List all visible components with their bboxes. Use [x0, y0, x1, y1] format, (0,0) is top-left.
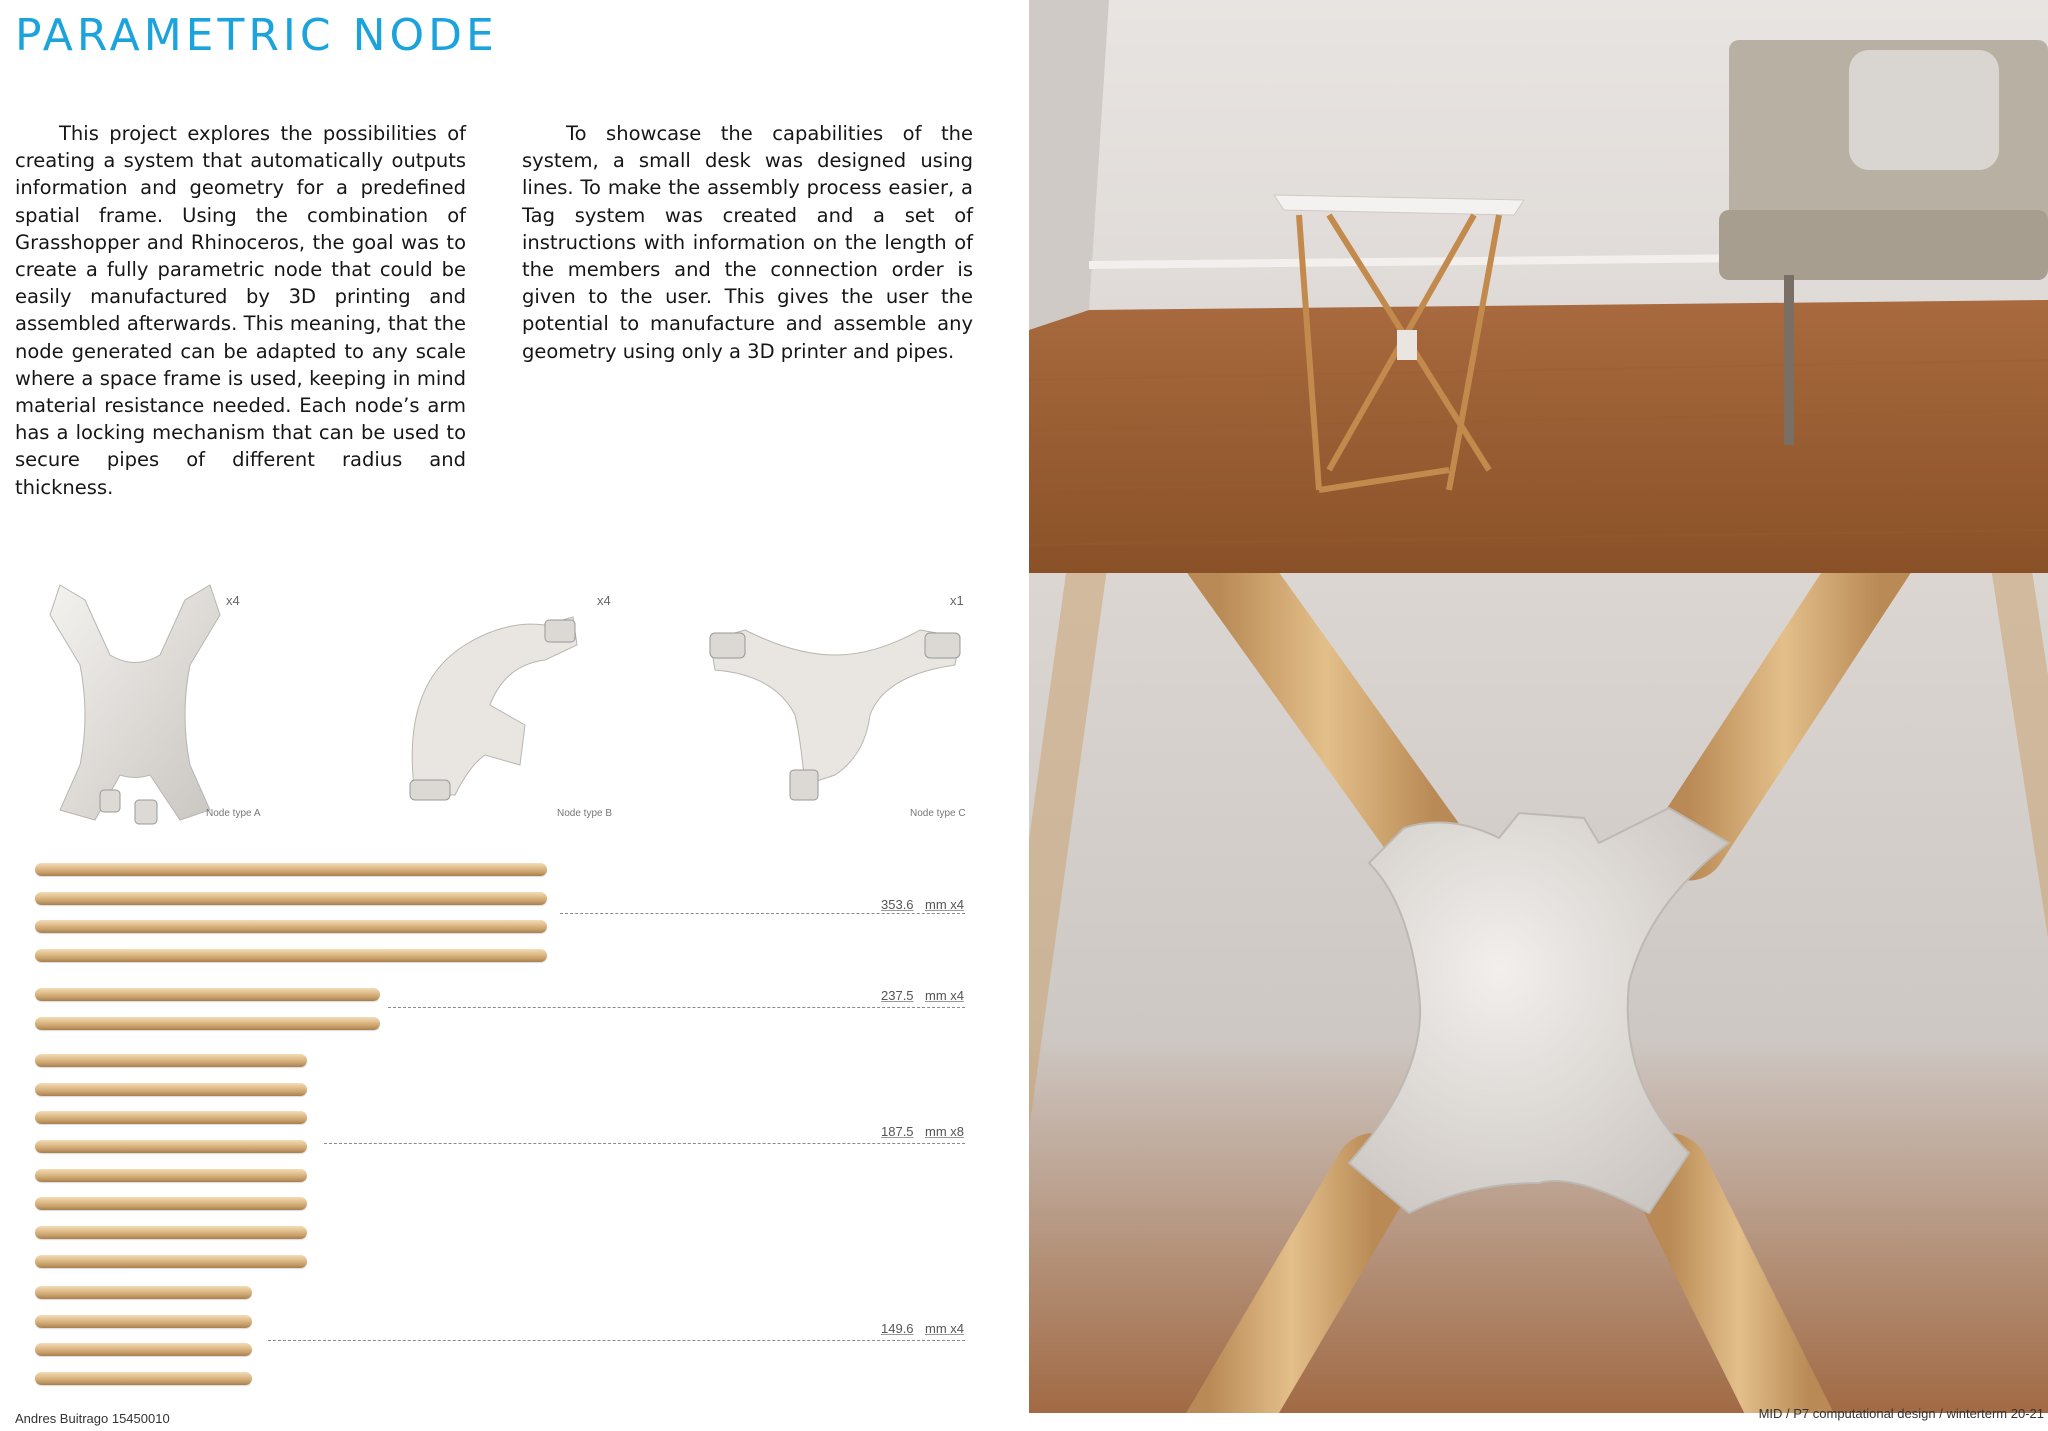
node-type-a-count: x4 — [226, 593, 240, 608]
node-type-c-render — [705, 615, 965, 805]
pipe-rod — [35, 1169, 307, 1182]
pipe-rod — [35, 863, 547, 876]
pipe-dash-line — [268, 1340, 965, 1341]
node-type-a-render — [40, 575, 230, 830]
pipe-rod — [35, 920, 547, 933]
pipe-rod — [35, 1226, 307, 1239]
pipe-rod — [35, 1140, 307, 1153]
pipe-length-value: 149.6 — [881, 1321, 914, 1336]
pipe-dash-line — [388, 1007, 965, 1008]
room-render-photo — [1029, 0, 2048, 573]
node-type-b-count: x4 — [597, 593, 611, 608]
pipe-rod — [35, 1197, 307, 1210]
page-title: PARAMETRIC NODE — [15, 10, 498, 61]
pipe-rod — [35, 1315, 252, 1328]
pipe-length-value: 353.6 — [881, 897, 914, 912]
node-type-a-caption: Node type A — [206, 808, 261, 819]
pipe-rod — [35, 1083, 307, 1096]
author-footer: Andres Buitrago 15450010 — [15, 1411, 170, 1426]
pipe-length-unit: mm x4 — [925, 897, 964, 912]
pipe-rod — [35, 1017, 380, 1030]
pipe-dash-line — [324, 1143, 965, 1144]
node-type-c-count: x1 — [950, 593, 964, 608]
pipe-rod — [35, 1372, 252, 1385]
node-type-c-caption: Node type C — [910, 808, 966, 819]
pipe-rod — [35, 892, 547, 905]
pipe-length-value: 187.5 — [881, 1124, 914, 1139]
node-type-b-caption: Node type B — [557, 808, 613, 819]
pipe-rod — [35, 1054, 307, 1067]
pipe-length-unit: mm x4 — [925, 988, 964, 1003]
pipe-rod — [35, 1111, 307, 1124]
intro-paragraph: This project explores the possibilities of creating a system that automatically outputs information and geometry for a predefined spatial frame. Using the combination of Grasshopper and Rhinoceros, the goal was to create a fully parametric node that could be easily manufactured by 3D printing and assembled afterwards. This meaning, that the node generated can be adapted to any scale where a space frame is used, keeping in mind material resistance needed. Each node’s arm has a locking mechanism that can be used to secure pipes of different radius and thickness. — [15, 122, 466, 499]
pipe-length-value: 237.5 — [881, 988, 914, 1003]
node-type-b-render — [395, 605, 580, 805]
pipe-rod — [35, 1255, 307, 1268]
pipe-rod — [35, 1343, 252, 1356]
pipe-rod — [35, 1286, 252, 1299]
pipe-rod — [35, 988, 380, 1001]
node-closeup-photo — [1029, 573, 2048, 1413]
pipe-dash-line — [560, 913, 965, 914]
showcase-paragraph: To showcase the capabilities of the system, a small desk was designed using lines. To make the assembly process easier, a Tag system was created and a set of instructions with information on the length of the members and the connection order is given to the user. This gives the user the potential to manufacture and assemble any geometry using only a 3D printer and pipes. — [522, 122, 973, 363]
pipe-length-unit: mm x8 — [925, 1124, 964, 1139]
pipe-rod — [35, 949, 547, 962]
course-footer: MID / P7 computational design / winterterm 20-21 — [1758, 1406, 2044, 1421]
pipe-length-unit: mm x4 — [925, 1321, 964, 1336]
